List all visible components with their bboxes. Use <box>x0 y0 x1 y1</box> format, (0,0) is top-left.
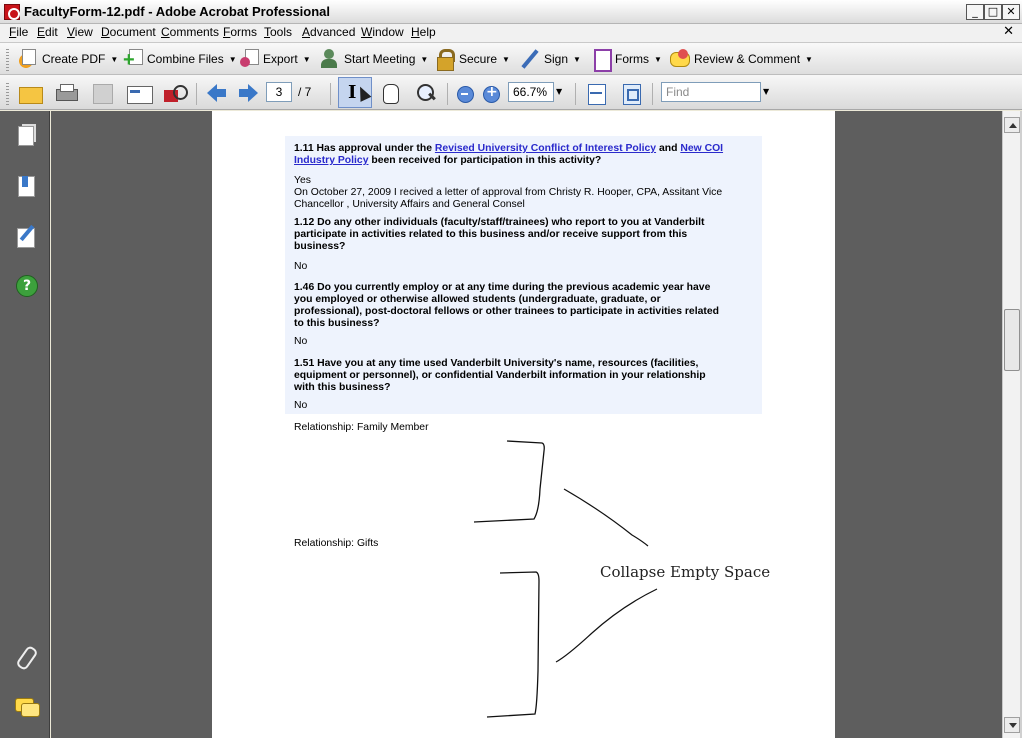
forms-label: Forms <box>615 52 649 66</box>
menu-forms[interactable]: Forms <box>223 25 258 39</box>
toolbar-grip[interactable] <box>6 49 9 71</box>
answer-1-11-yes: Yes <box>294 175 311 186</box>
start-meeting-button[interactable] <box>320 48 428 70</box>
toolbar-separator <box>330 83 331 105</box>
fit-page-icon[interactable] <box>619 82 643 104</box>
document-view[interactable] <box>51 111 1002 738</box>
next-page-icon[interactable] <box>236 82 260 104</box>
chevron-down-icon: ▼ <box>573 54 581 64</box>
zoom-level-input[interactable]: 66.7% <box>508 82 554 102</box>
acrobat-app-icon[interactable] <box>4 4 20 20</box>
menu-view[interactable]: View <box>67 25 93 39</box>
browse-icon[interactable] <box>163 82 187 104</box>
menu-document[interactable]: Document <box>101 25 156 39</box>
bracket-1-annotation <box>474 441 544 522</box>
answer-1-11-detail: On October 27, 2009 I recived a letter of approval from Christy R. Hooper, CPA, Assitant Vice Chancellor , University Affairs and General Consel <box>294 187 723 210</box>
sign-button[interactable] <box>520 48 581 70</box>
question-1-51: 1.51 Have you at any time used Vanderbilt University's name, resources (facilities, equipment or personnel), or confidential Vanderbilt information in your relationship with this business? <box>294 358 706 393</box>
review-comment-button[interactable] <box>670 48 813 70</box>
question-1-46: 1.46 Do you currently employ or at any time during the previous academic year have you employed or otherwise allowed students (undergraduate, graduate, or professional), post-doctoral fellows or other trainees to participate in activities related to this business? <box>294 282 719 329</box>
chevron-down-icon: ▼ <box>302 54 311 64</box>
question-1-12: 1.12 Do any other individuals (faculty/staff/trainees) who report to you at Vanderbilt participate in activities related to this business and/or receive support from this business? <box>294 217 705 252</box>
menu-edit[interactable]: Edit <box>37 25 58 39</box>
start-meeting-label: Start Meeting <box>344 52 416 66</box>
annotation-markup <box>212 111 835 738</box>
forms-button[interactable] <box>591 48 662 70</box>
meeting-icon <box>320 49 340 69</box>
tasks-toolbar <box>0 42 1022 75</box>
close-button[interactable]: ✕ <box>1002 4 1020 20</box>
select-tool-button[interactable] <box>338 77 372 108</box>
zoom-dropdown-chevron-icon[interactable]: ▼ <box>556 87 563 96</box>
print-icon[interactable] <box>54 82 78 104</box>
pdf-page <box>212 111 835 738</box>
pen-icon <box>520 49 540 69</box>
menu-comments[interactable]: Comments <box>161 25 220 39</box>
collapse-empty-space-annotation: Collapse Empty Space <box>600 563 771 581</box>
find-input[interactable]: Find <box>661 82 761 102</box>
review-comment-label: Review & Comment <box>694 52 801 66</box>
export-label: Export <box>263 52 298 66</box>
save-icon[interactable] <box>90 82 114 104</box>
sign-label: Sign <box>544 52 569 66</box>
menu-window[interactable]: Window <box>361 25 404 39</box>
arrow-line-2-annotation <box>556 589 657 662</box>
chevron-down-icon: ▼ <box>110 54 119 64</box>
create-pdf-button[interactable] <box>18 48 118 70</box>
lock-icon <box>435 49 455 69</box>
zoom-out-icon[interactable] <box>454 82 478 104</box>
menu-help[interactable]: Help <box>411 25 436 39</box>
pages-icon[interactable] <box>15 124 37 148</box>
create-pdf-icon <box>18 49 38 69</box>
combine-files-icon <box>123 49 143 69</box>
menu-tools[interactable]: Tools <box>264 25 293 39</box>
answer-1-12: No <box>294 261 308 272</box>
comments-icon[interactable] <box>15 695 37 719</box>
secure-button[interactable] <box>435 48 510 70</box>
chevron-down-icon: ▼ <box>420 54 429 64</box>
relationship-family-member: Relationship: Family Member <box>294 422 429 433</box>
review-comment-icon <box>670 49 690 69</box>
chevron-down-icon: ▼ <box>654 54 662 64</box>
answer-1-46: No <box>294 336 308 347</box>
fit-width-icon[interactable] <box>584 82 608 104</box>
help-icon[interactable] <box>15 274 37 298</box>
create-pdf-label: Create PDF <box>42 52 106 66</box>
page-number-input[interactable]: 3 <box>266 82 292 102</box>
question-text: 1.11 Has approval under the <box>294 143 435 154</box>
maximize-button[interactable]: □ <box>984 4 1002 20</box>
zoom-tool-icon[interactable] <box>414 82 438 104</box>
page-count: / 7 <box>298 85 312 99</box>
scroll-down-arrow-icon[interactable] <box>1004 717 1020 733</box>
open-folder-icon[interactable] <box>18 82 42 104</box>
revised-coi-policy-link[interactable]: Revised University Conflict of Interest Policy <box>434 143 657 154</box>
relationship-gifts: Relationship: Gifts <box>294 538 379 549</box>
new-coi-policy-link[interactable]: New COI Industry Policy <box>294 143 724 166</box>
document-close-button[interactable]: ✕ <box>1003 24 1014 39</box>
menu-bar <box>0 24 1022 42</box>
scroll-up-arrow-icon[interactable] <box>1004 117 1020 133</box>
answer-1-51: No <box>294 400 308 411</box>
combine-files-label: Combine Files <box>147 52 224 66</box>
scrollbar-thumb[interactable] <box>1004 309 1020 371</box>
toolbar-separator <box>196 83 197 105</box>
menu-file[interactable]: File <box>9 25 29 39</box>
bracket-2-annotation <box>487 572 539 717</box>
bookmarks-icon[interactable] <box>15 174 37 198</box>
chevron-down-icon: ▼ <box>502 54 510 64</box>
window-title: FacultyForm-12.pdf - Adobe Acrobat Professional <box>24 4 331 19</box>
export-icon <box>239 49 259 69</box>
forms-icon <box>591 49 611 69</box>
chevron-down-icon: ▼ <box>228 54 237 64</box>
attachments-icon[interactable] <box>15 645 37 669</box>
toolbar-separator <box>447 83 448 105</box>
previous-page-icon[interactable] <box>205 82 229 104</box>
question-text: and <box>656 143 681 154</box>
hand-tool-icon[interactable] <box>378 82 402 104</box>
minimize-button[interactable]: _ <box>966 4 984 20</box>
arrow-line-1-annotation <box>564 489 648 546</box>
find-dropdown-chevron-icon[interactable]: ▼ <box>763 87 770 96</box>
zoom-in-icon[interactable] <box>480 82 504 104</box>
email-icon[interactable] <box>126 82 150 104</box>
toolbar-separator <box>575 83 576 105</box>
chevron-down-icon: ▼ <box>805 54 813 64</box>
vertical-scrollbar[interactable] <box>1002 111 1020 738</box>
menu-advanced[interactable]: Advanced <box>302 25 356 39</box>
toolbar-separator <box>652 83 653 105</box>
export-button[interactable] <box>239 48 311 70</box>
secure-label: Secure <box>459 52 498 66</box>
toolbar-grip[interactable] <box>6 83 9 105</box>
question-text: been received for participation in this activity? <box>368 155 602 166</box>
signatures-icon[interactable] <box>15 224 37 248</box>
navigation-pane <box>0 111 50 738</box>
title-bar <box>0 0 1022 24</box>
combine-files-button[interactable] <box>123 48 237 70</box>
